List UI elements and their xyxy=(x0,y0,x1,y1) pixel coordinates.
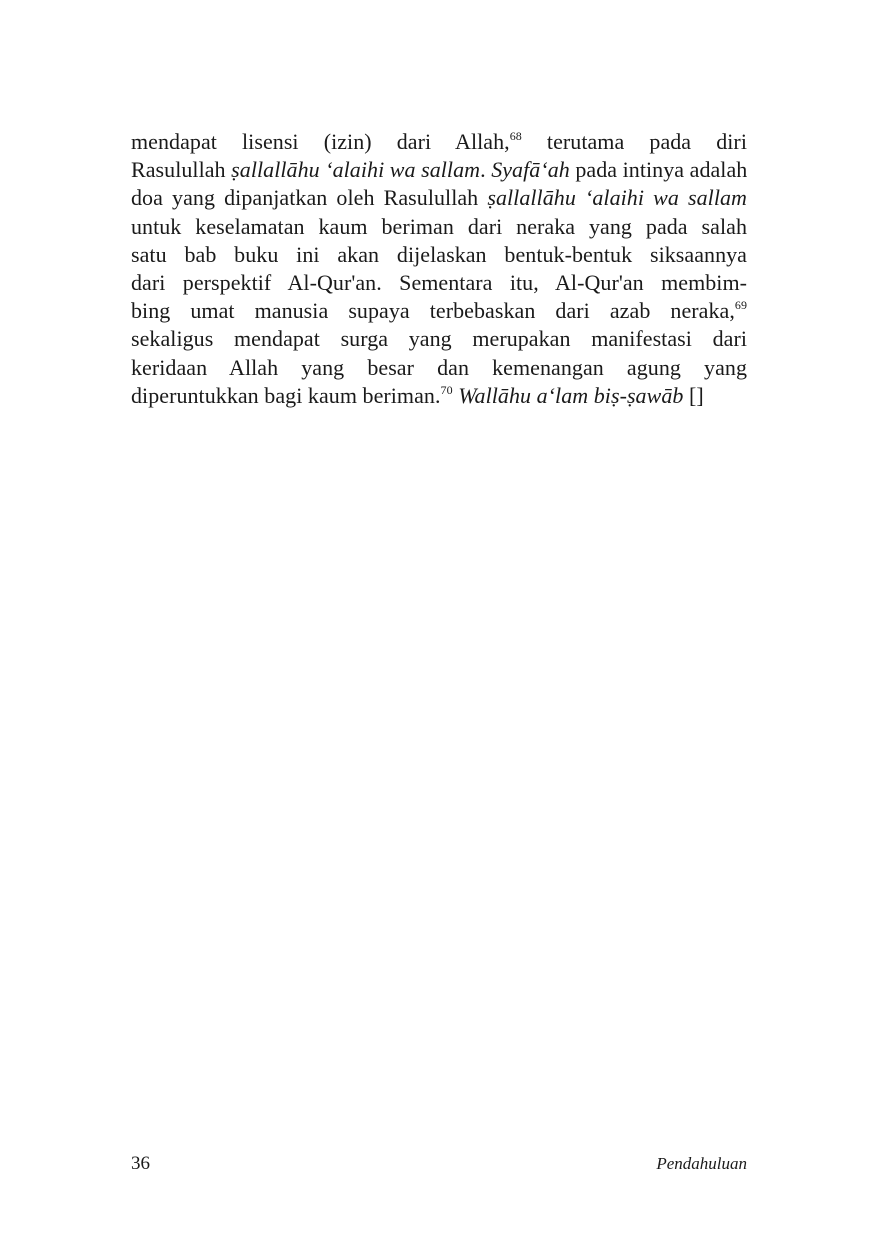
end-mark: [] xyxy=(683,382,704,408)
text-line-6: dari perspektif Al-Qur'an. Sementara itu, Al-Qur'an membim- xyxy=(131,270,747,296)
text-line-8: sekaligus mendapat surga yang merupakan manifestasi dari xyxy=(131,326,747,352)
page-number: 36 xyxy=(131,1153,150,1174)
text-line-9: keridaan Allah yang besar dan kemenangan agung yang xyxy=(131,354,747,380)
text-segment: mendapat lisensi (izin) dari Allah, xyxy=(131,129,510,154)
text-segment: pada intinya adalah xyxy=(569,157,748,183)
text-segment: doa yang dipanjatkan oleh Rasulullah xyxy=(131,185,488,211)
footnote-ref-69[interactable]: 69 xyxy=(734,298,747,313)
text-segment: . xyxy=(480,157,492,183)
text-line-10 xyxy=(131,382,747,410)
italic-closing-phrase: Wallāhu a‘lam biṣ-ṣawāb xyxy=(458,382,684,408)
text-line-4: untuk keselamatan kaum beriman dari neraka yang pada salah xyxy=(131,213,747,239)
text-line-7 xyxy=(131,297,747,325)
text-line-5: satu bab buku ini akan dijelaskan bentuk-bentuk siksaannya xyxy=(131,241,747,267)
text-line-3 xyxy=(131,184,747,212)
italic-phrase: ṣallallāhu ‘alaihi wa sallam xyxy=(231,157,481,183)
italic-phrase: ṣallallāhu ‘alaihi wa sallam xyxy=(487,185,747,211)
text-line-1 xyxy=(131,128,747,156)
running-title: Pendahuluan xyxy=(656,1154,747,1173)
footnote-ref-68[interactable]: 68 xyxy=(509,129,522,143)
text-segment: bing umat manusia supaya terbebaskan dari azab neraka, xyxy=(131,298,735,324)
text-segment: Rasulullah xyxy=(131,157,232,183)
text-segment: terutama pada diri xyxy=(521,129,747,154)
footnote-ref-70[interactable]: 70 xyxy=(440,382,453,397)
text-segment: diperuntukkan bagi kaum beriman. xyxy=(131,382,441,408)
text-line-2 xyxy=(131,156,747,184)
italic-term: Syafā‘ah xyxy=(491,157,570,183)
body-paragraph xyxy=(131,128,747,410)
